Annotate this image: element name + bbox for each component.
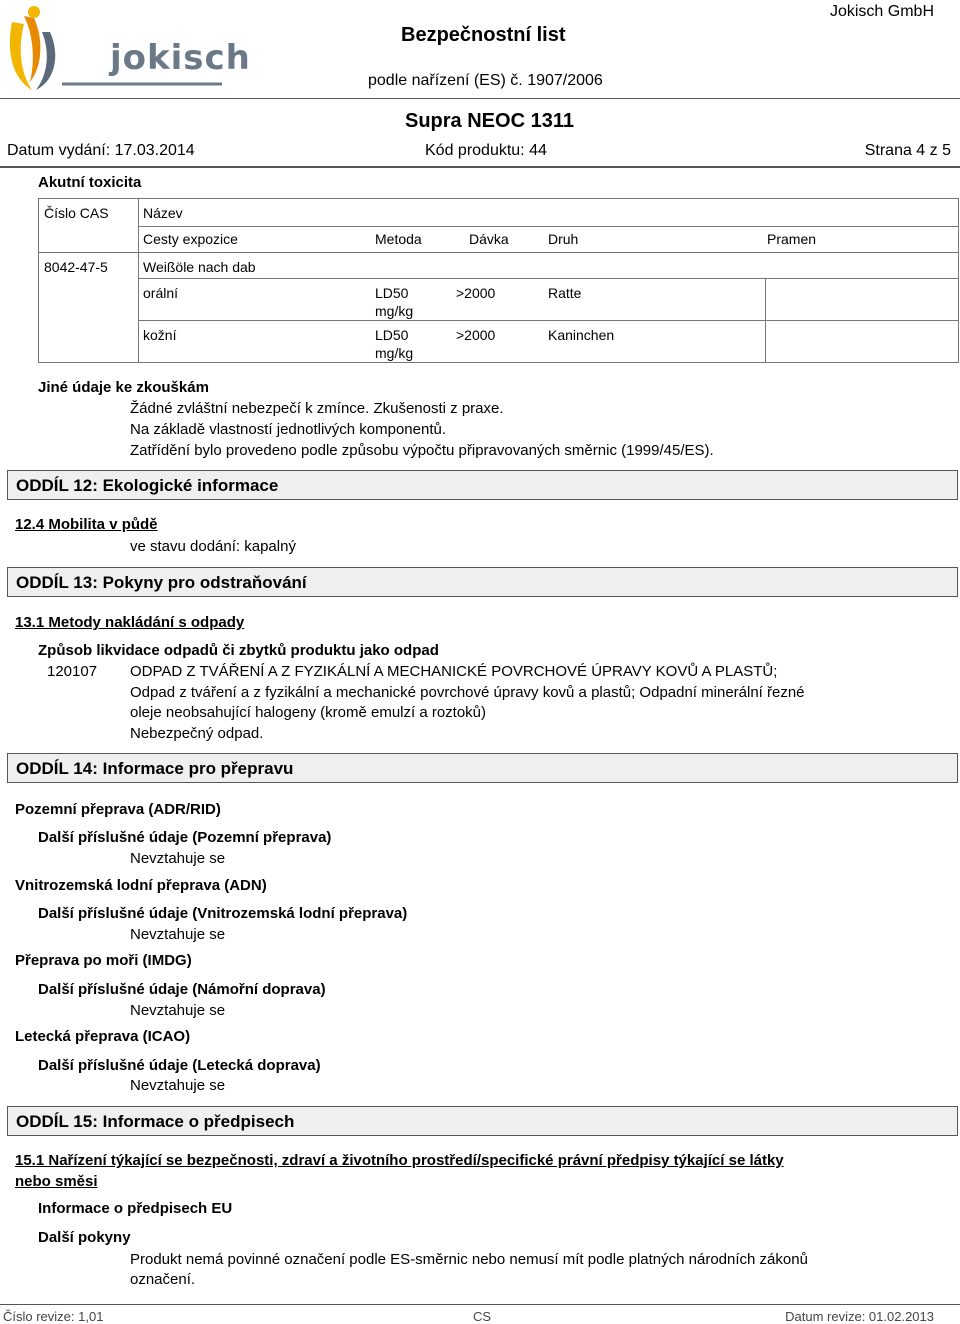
other-data-heading: Jiné údaje ke zkouškám: [38, 379, 209, 396]
header-rule: [0, 98, 960, 99]
col-source-header: Pramen: [767, 231, 817, 247]
company-logo: [2, 2, 251, 94]
eu-info-heading: Informace o předpisech EU: [38, 1200, 233, 1217]
transport-value: Nevztahuje se: [130, 1002, 226, 1019]
route-oral: orální: [143, 285, 179, 301]
species-oral: Ratte: [548, 285, 582, 301]
header-bottom-rule: [0, 166, 960, 168]
other-data-line: Zatřídění bylo provedeno podle způsobu výpočtu připravovaných směrnic (1999/45/ES).: [130, 442, 714, 459]
transport-heading: Pozemní přeprava (ADR/RID): [15, 801, 221, 818]
issue-date: Datum vydání: 17.03.2014: [7, 142, 195, 159]
revision-number: Číslo revize: 1,01: [3, 1309, 104, 1324]
section-12-title: ODDÍL 12: Ekologické informace: [16, 476, 279, 495]
unit-dermal: mg/kg: [375, 345, 414, 361]
further-text: Produkt nemá povinné označení podle ES-směrnic nebo nemusí mít podle platných národních zákonů: [130, 1251, 808, 1268]
transport-value: Nevztahuje se: [130, 926, 226, 943]
transport-heading: Vnitrozemská lodní přeprava (ADN): [15, 877, 267, 894]
transport-sub: Další příslušné údaje (Letecká doprava): [38, 1057, 321, 1074]
section-14-title: ODDÍL 14: Informace pro přepravu: [16, 759, 294, 778]
further-text-cont: označení.: [130, 1271, 196, 1288]
document-title: Bezpečnostní list: [401, 24, 566, 46]
unit-oral: mg/kg: [375, 303, 414, 319]
regulation-text: podle nařízení (ES) č. 1907/2006: [368, 72, 603, 89]
waste-line: Odpad z tváření a z fyzikální a mechanické povrchové úpravy kovů a plastů; Odpadní minerální řezné: [130, 684, 805, 701]
method-dermal: LD50: [375, 327, 409, 343]
further-heading: Další pokyny: [38, 1229, 131, 1246]
dose-dermal: >2000: [456, 327, 496, 343]
revision-date: Datum revize: 01.02.2013: [785, 1309, 934, 1324]
substance-cas: 8042-47-5: [44, 259, 108, 275]
col-cas-header: Číslo CAS: [44, 205, 109, 221]
transport-value: Nevztahuje se: [130, 1077, 226, 1094]
transport-value: Nevztahuje se: [130, 850, 226, 867]
language-code: CS: [473, 1309, 492, 1324]
section-13-sub: 13.1 Metody nakládání s odpady: [15, 614, 245, 631]
section-13-title: ODDÍL 13: Pokyny pro odstraňování: [16, 573, 307, 592]
transport-heading: Přeprava po moři (IMDG): [15, 952, 192, 969]
section-15-header: [7, 1106, 958, 1136]
col-species-header: Druh: [548, 231, 579, 247]
waste-line: oleje neobsahující halogeny (kromě emulzí a roztoků): [130, 704, 487, 721]
method-oral: LD50: [375, 285, 409, 301]
company-name: Jokisch GmbH: [829, 3, 934, 20]
transport-sub: Další příslušné údaje (Námořní doprava): [38, 981, 326, 998]
section-12-text: ve stavu dodání: kapalný: [130, 538, 296, 555]
col-name-header: Název: [143, 205, 183, 221]
section-15-sub-cont: nebo směsi: [15, 1173, 98, 1190]
footer-rule: [0, 1304, 960, 1305]
waste-line: Nebezpečný odpad.: [130, 725, 264, 742]
col-route-header: Cesty expozice: [143, 231, 238, 247]
product-code: Kód produktu: 44: [425, 142, 547, 159]
dose-oral: >2000: [456, 285, 496, 301]
section-14-header: [7, 753, 958, 783]
other-data-line: Na základě vlastností jednotlivých komponentů.: [130, 421, 447, 438]
other-data-line: Žádné zvláštní nebezpečí k zmínce. Zkušenosti z praxe.: [130, 400, 504, 417]
col-method-header: Metoda: [375, 231, 422, 247]
section-12-header: [7, 470, 958, 500]
col-dose-header: Dávka: [469, 231, 509, 247]
section-12-sub: 12.4 Mobilita v půdě: [15, 516, 158, 533]
transport-sub: Další příslušné údaje (Pozemní přeprava): [38, 829, 332, 846]
transport-sub: Další příslušné údaje (Vnitrozemská lodní přeprava): [38, 905, 408, 922]
species-dermal: Kaninchen: [548, 327, 615, 343]
transport-heading: Letecká přeprava (ICAO): [15, 1028, 191, 1045]
waste-code: 120107: [47, 663, 98, 680]
logo-text: jokisch: [110, 38, 251, 78]
disposal-label: Způsob likvidace odpadů či zbytků produktu jako odpad: [38, 642, 439, 659]
acute-toxicity-heading: Akutní toxicita: [38, 174, 142, 191]
page-number: Strana 4 z 5: [864, 142, 951, 159]
route-dermal: kožní: [143, 327, 177, 343]
section-13-header: [7, 567, 958, 597]
section-15-sub: 15.1 Nařízení týkající se bezpečnosti, zdraví a životního prostředí/specifické právní předpisy týkající se látky: [15, 1152, 784, 1169]
section-15-title: ODDÍL 15: Informace o předpisech: [16, 1112, 295, 1131]
substance-name: Weißöle nach dab: [143, 259, 256, 275]
product-name: Supra NEOC 1311: [405, 110, 574, 132]
waste-line: ODPAD Z TVÁŘENÍ A Z FYZIKÁLNÍ A MECHANICKÉ POVRCHOVÉ ÚPRAVY KOVŮ A PLASTŮ;: [130, 663, 778, 680]
